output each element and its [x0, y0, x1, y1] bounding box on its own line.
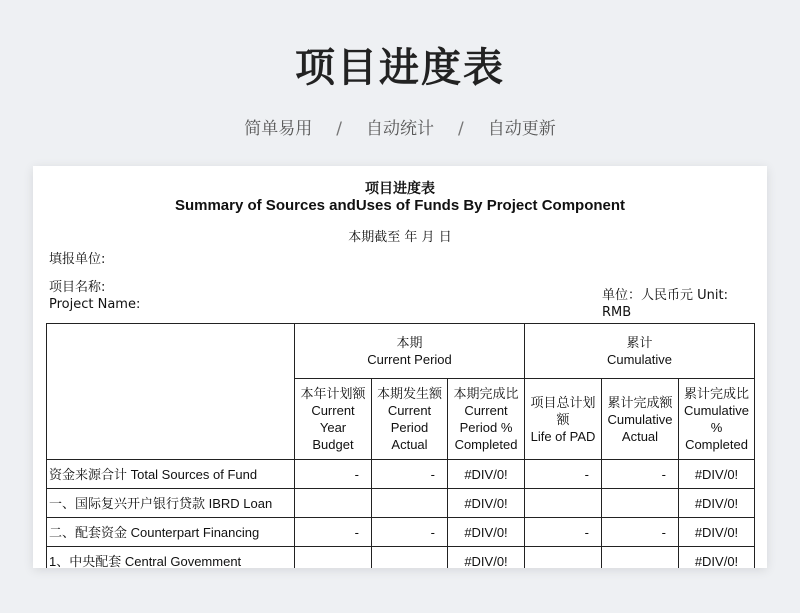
project-name-en: Project Name: [49, 297, 141, 312]
tag-separator: / [458, 119, 464, 139]
group-header-current: 本期 Current Period [295, 324, 525, 379]
table-cell[interactable] [295, 547, 372, 569]
unit-line-2: RMB [602, 305, 632, 320]
header-blank-cell [47, 324, 295, 460]
col-header-cumulative-completed: 累计完成比 Cumulative % Completed [679, 379, 755, 460]
col-header-year-budget: 本年计划额 Current Year Budget [295, 379, 372, 460]
table-cell[interactable] [602, 547, 679, 569]
table-cell[interactable] [372, 547, 448, 569]
col-header-cumulative-actual: 累计完成额 Cumulative Actual [602, 379, 679, 460]
table-row [47, 489, 755, 518]
table-cell[interactable]: - [372, 518, 448, 547]
tag-easy: 简单易用 [244, 119, 313, 139]
table-row [47, 518, 755, 547]
row-label[interactable]: 1、中央配套 Central Govemment [47, 547, 295, 569]
table-cell[interactable] [525, 547, 602, 569]
table-cell[interactable]: - [295, 518, 372, 547]
table-cell[interactable] [295, 489, 372, 518]
table-row [47, 460, 755, 489]
tag-separator: / [336, 119, 342, 139]
tag-auto-stat: 自动统计 [366, 119, 434, 139]
table-cell[interactable]: - [525, 518, 602, 547]
row-label[interactable]: 资金来源合计 Total Sources of Fund [47, 460, 295, 489]
table-cell[interactable]: #DIV/0! [679, 547, 755, 569]
project-name-label [49, 279, 140, 313]
unit-label [602, 287, 767, 321]
col-header-period-completed: 本期完成比 Current Period % Completed [448, 379, 525, 460]
table-cell[interactable] [372, 489, 448, 518]
table-cell[interactable]: #DIV/0! [448, 518, 525, 547]
project-name-cn: 项目名称: [49, 280, 106, 295]
table-cell[interactable]: - [602, 460, 679, 489]
table-cell[interactable] [525, 489, 602, 518]
summary-table [46, 323, 755, 568]
table-row [47, 547, 755, 569]
table-cell[interactable]: #DIV/0! [679, 489, 755, 518]
row-label[interactable]: 二、配套资金 Counterpart Financing [47, 518, 295, 547]
doc-title-en: Summary of Sources andUses of Funds By Project Component [174, 197, 626, 214]
feature-tags [0, 114, 800, 139]
fill-unit-label: 填报单位: [49, 252, 106, 267]
doc-title-cn: 项目进度表 [365, 181, 435, 197]
col-header-life-of-pad: 项目总计划 额 Life of PAD [525, 379, 602, 460]
table-cell[interactable]: #DIV/0! [448, 460, 525, 489]
tag-auto-update: 自动更新 [487, 119, 556, 139]
row-label[interactable]: 一、国际复兴开户银行贷款 IBRD Loan [47, 489, 295, 518]
table-cell[interactable]: - [295, 460, 372, 489]
col-header-period-actual: 本期发生额 Current Period Actual [372, 379, 448, 460]
table-cell[interactable]: #DIV/0! [448, 547, 525, 569]
page-title: 项目进度表 [295, 45, 505, 91]
table-cell[interactable]: - [372, 460, 448, 489]
unit-line-1: 单位：人民币元 Unit: [602, 288, 728, 303]
table-cell[interactable]: #DIV/0! [448, 489, 525, 518]
table-cell[interactable]: - [602, 518, 679, 547]
period-line: 本期截至 年 月 日 [348, 230, 452, 245]
table-cell[interactable]: #DIV/0! [679, 518, 755, 547]
table-cell[interactable]: - [525, 460, 602, 489]
table-cell[interactable]: #DIV/0! [679, 460, 755, 489]
spreadsheet-preview [33, 166, 767, 568]
group-header-cumulative: 累计 Cumulative [525, 324, 755, 379]
table-cell[interactable] [602, 489, 679, 518]
